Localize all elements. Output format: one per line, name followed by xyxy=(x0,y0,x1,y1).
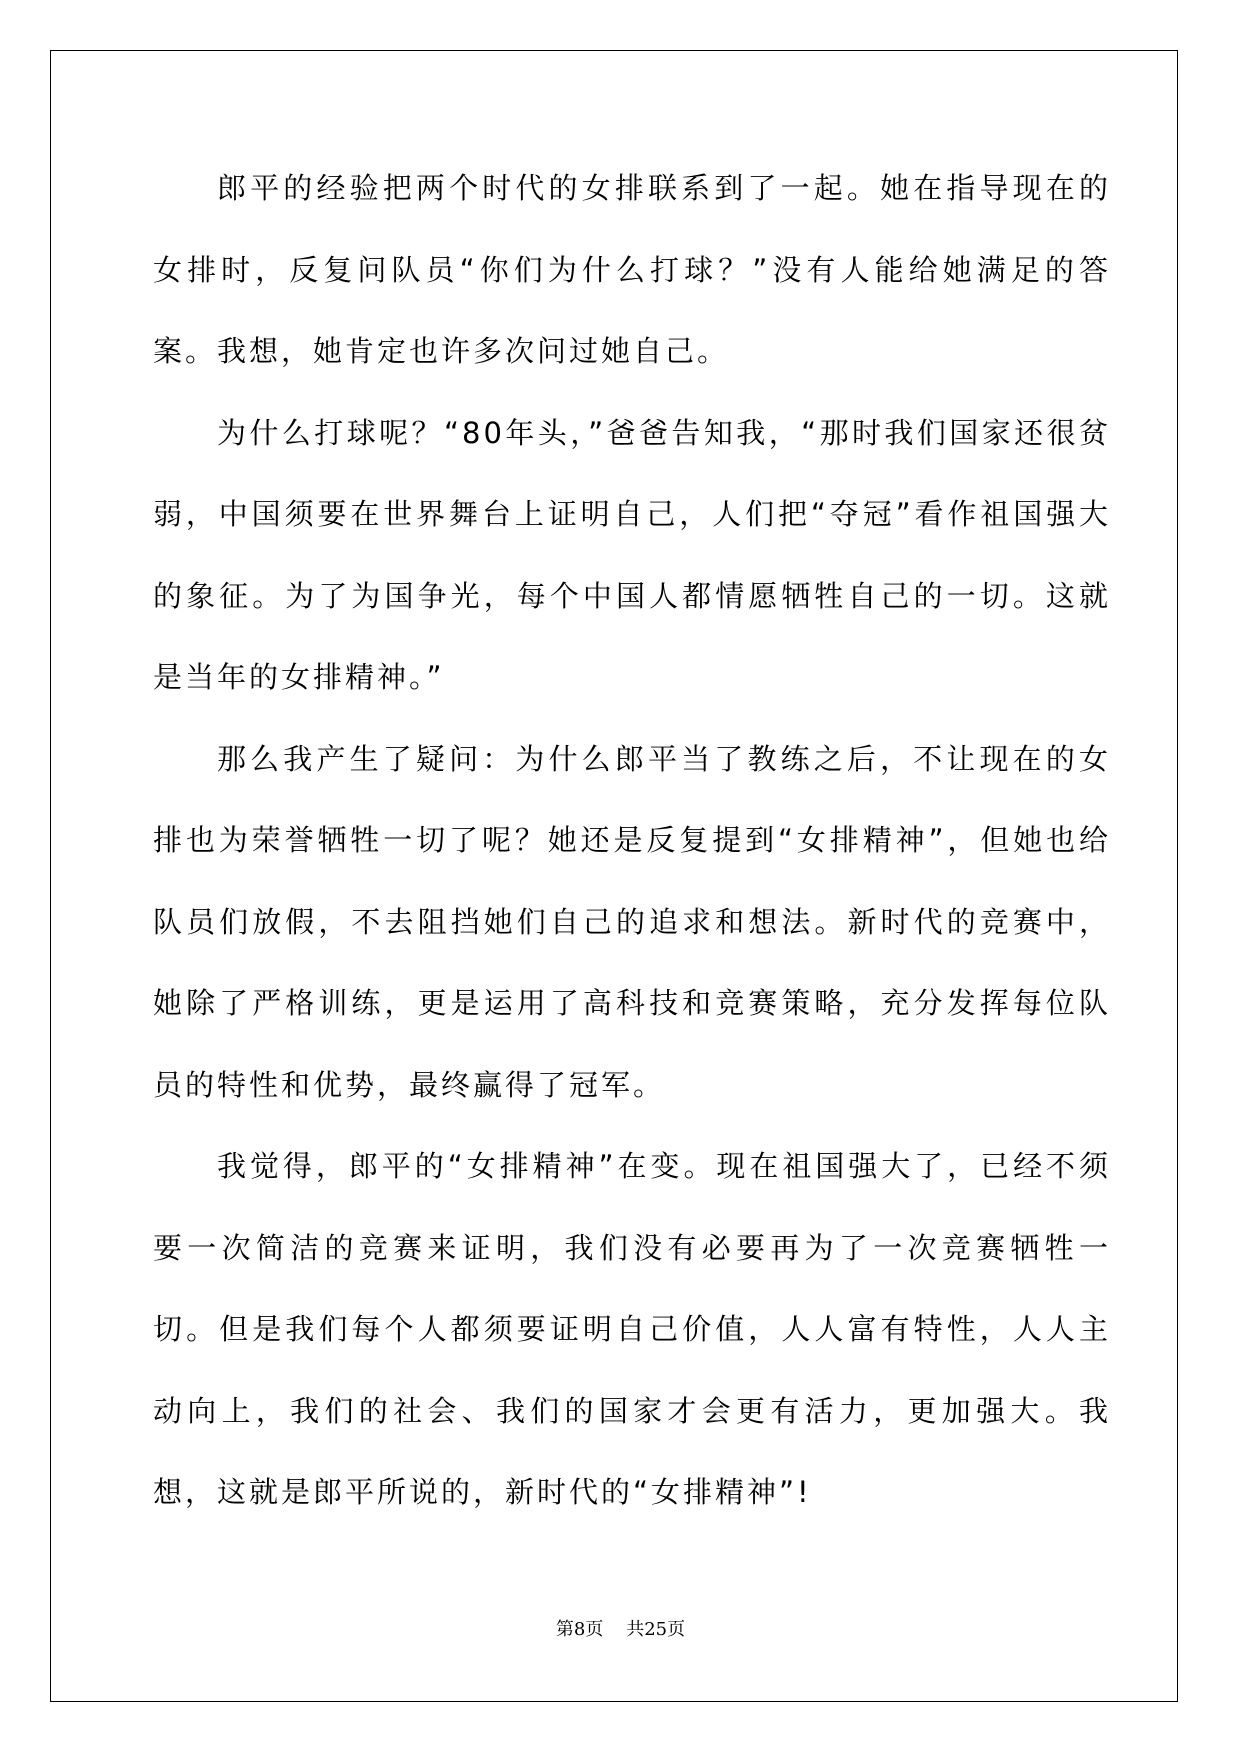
paragraph: 那么我产生了疑问：为什么郎平当了教练之后，不让现在的女排也为荣誉牺牲一切了呢？她还是反复提到“女排精神”，但她也给队员们放假，不去阻挡她们自己的追求和想法。新时代的竞赛中，她除了严格训练，更是运用了高科技和竞赛策略，充分发挥每位队员的特性和优势，最终赢得了冠军。 xyxy=(153,741,1111,1102)
document-body xyxy=(153,148,1111,1534)
page-number-current: 第8页 xyxy=(555,1619,604,1640)
paragraph: 为什么打球呢？“80年头，”爸爸告知我，“那时我们国家还很贫弱，中国须要在世界舞台上证明自己，人们把“夺冠”看作祖国强大的象征。为了为国争光，每个中国人都情愿牺牲自己的一切。这就是当年的女排精神。” xyxy=(153,415,1111,694)
paragraph: 我觉得，郎平的“女排精神”在变。现在祖国强大了，已经不须要一次简洁的竞赛来证明，我们没有必要再为了一次竞赛牺牲一切。但是我们每个人都须要证明自己价值，人人富有特性，人人主动向上，我们的社会、我们的国家才会更有活力，更加强大。我想，这就是郎平所说的，新时代的“女排精神”! xyxy=(153,1149,1111,1509)
paragraph: 郎平的经验把两个时代的女排联系到了一起。她在指导现在的女排时，反复问队员“你们为什么打球？”没有人能给她满足的答案。我想，她肯定也许多次问过她自己。 xyxy=(153,171,1111,368)
page-footer xyxy=(0,1618,1241,1642)
page-number-total: 共25页 xyxy=(626,1619,686,1640)
footer-spacer xyxy=(603,1619,626,1640)
